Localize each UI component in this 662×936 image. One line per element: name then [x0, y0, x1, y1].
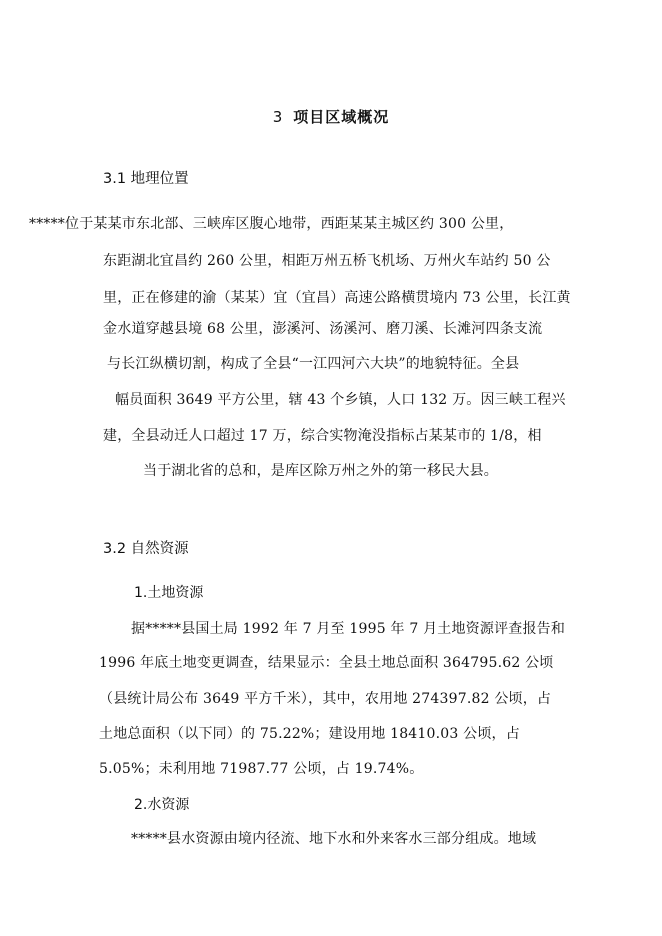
land-paragraph-line: 5.05%；未利用地 71987.77 公顷，占 19.74%。: [99, 761, 424, 777]
water-paragraph-line: *****县水资源由境内径流、地下水和外来客水三部分组成。地域: [131, 831, 537, 847]
heading-land-resources: 1.土地资源: [134, 585, 204, 601]
section-number: 3: [272, 108, 284, 126]
geo-paragraph-line: 里，正在修建的渝（某某）宜（宜昌）高速公路横贯境内 73 公里，长江黄: [103, 290, 571, 306]
geo-paragraph-line: 幅员面积 3649 平方公里，辖 43 个乡镇，人口 132 万。因三峡工程兴: [115, 392, 566, 408]
geo-paragraph-line: 东距湖北宜昌约 260 公里，相距万州五桥飞机场、万州火车站约 50 公: [103, 253, 551, 269]
geo-paragraph-line: 金水道穿越县境 68 公里，澎溪河、汤溪河、磨刀溪、长滩河四条支流: [103, 321, 543, 337]
heading-water-resources: 2.水资源: [134, 797, 190, 813]
land-paragraph-line: 1996 年底土地变更调查，结果显示：全县土地总面积 364795.62 公顷: [99, 655, 554, 671]
land-paragraph-line: （县统计局公布 3649 平方千米），其中，农用地 274397.82 公顷，占: [99, 691, 552, 707]
land-paragraph-line: 据*****县国土局 1992 年 7 月至 1995 年 7 月土地资源评查报告和: [131, 621, 566, 637]
heading-natural-resources: 3.2 自然资源: [103, 541, 189, 557]
geo-paragraph-line: *****位于某某市东北部、三峡库区腹心地带，西距某某主城区约 300 公里，: [29, 216, 514, 232]
section-title: [0, 106, 662, 127]
geo-paragraph-line: 当于湖北省的总和，是库区除万州之外的第一移民大县。: [143, 463, 498, 479]
land-paragraph-line: 土地总面积（以下同）的 75.22%；建设用地 18410.03 公顷，占: [99, 726, 520, 742]
geo-paragraph-line: 与长江纵横切割，构成了全县“一江四河六大块”的地貌特征。全县: [107, 356, 520, 372]
section-title-text: 项目区域概况: [293, 108, 390, 126]
heading-geo-location: 3.1 地理位置: [103, 171, 189, 187]
geo-paragraph-line: 建，全县动迁人口超过 17 万，综合实物淹没指标占某某市的 1/8，相: [103, 428, 542, 444]
